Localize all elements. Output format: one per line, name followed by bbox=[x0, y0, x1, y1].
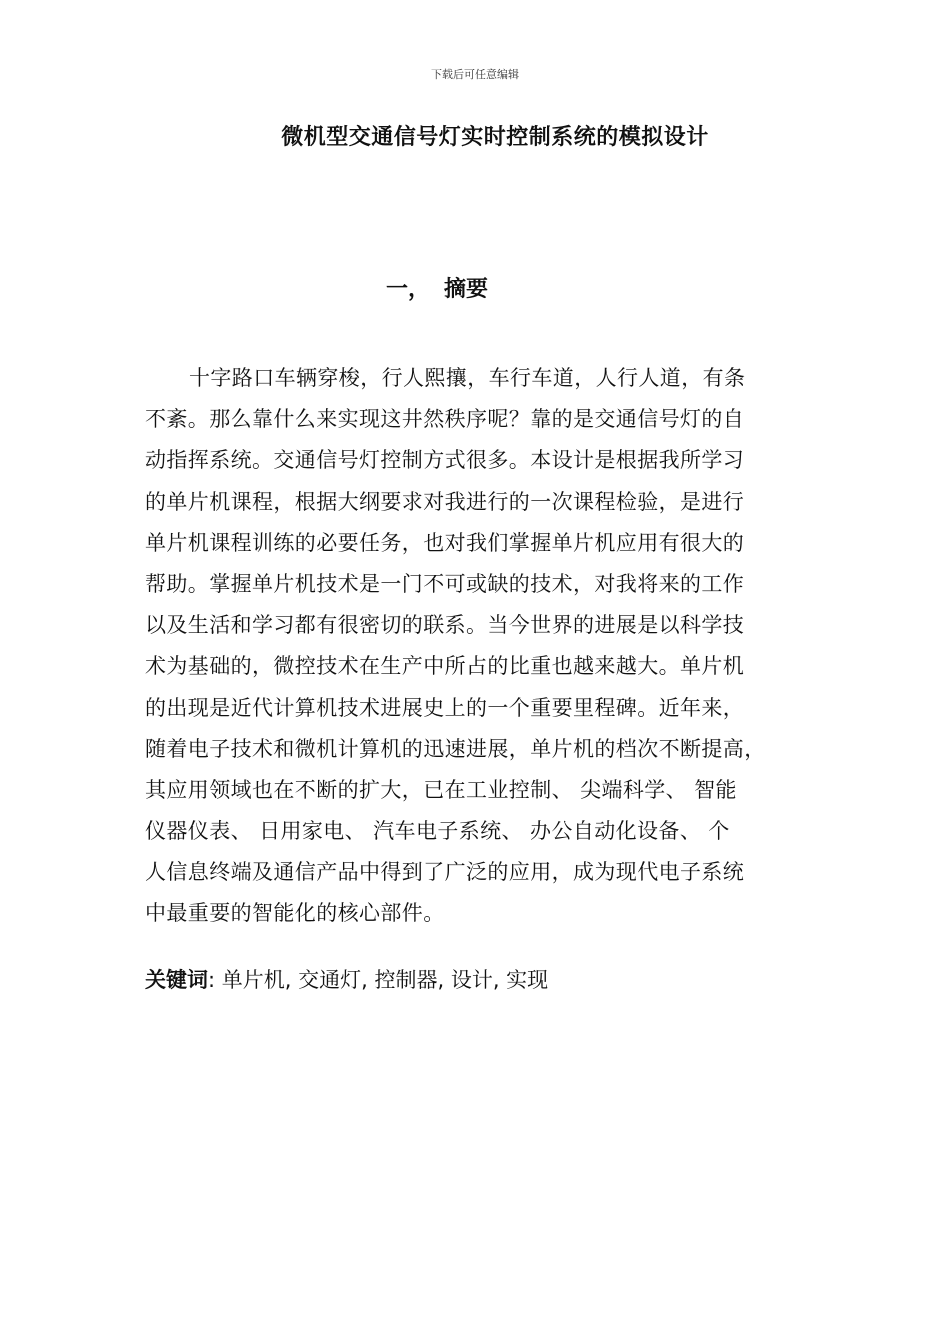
abstract-line: 中最重要的智能化的核心部件。 bbox=[145, 901, 445, 926]
abstract-paragraph bbox=[145, 358, 796, 935]
abstract-line: 的单片机课程，根据大纲要求对我进行的一次课程检验，是进行 bbox=[145, 489, 745, 514]
abstract-line: 不紊。那么靠什么来实现这井然秩序呢？靠的是交通信号灯的自 bbox=[145, 407, 745, 432]
abstract-line: 单片机课程训练的必要任务，也对我们掌握单片机应用有很大的 bbox=[145, 530, 745, 555]
page-header: 下载后可任意编辑 bbox=[431, 68, 519, 81]
keywords-line bbox=[145, 962, 548, 998]
keywords-separator: : bbox=[208, 968, 216, 992]
abstract-line: 其应用领域也在不断的扩大，已在工业控制、 尖端科学、 智能 bbox=[145, 777, 737, 802]
abstract-line: 的出现是近代计算机技术进展史上的一个重要里程碑。近年来， bbox=[145, 695, 745, 720]
section-number: 一， bbox=[386, 277, 431, 302]
section-title: 摘要 bbox=[444, 277, 489, 302]
keywords-value: 单片机, 交通灯, 控制器, 设计, 实现 bbox=[221, 968, 549, 992]
abstract-line: 帮助。掌握单片机技术是一门不可或缺的技术，对我将来的工作 bbox=[145, 571, 745, 596]
abstract-line: 随着电子技术和微机计算机的迅速进展，单片机的档次不断提高， bbox=[145, 736, 766, 761]
abstract-line: 术为基础的，微控技术在生产中所占的比重也越来越大。单片机 bbox=[145, 654, 745, 679]
keywords-label: 关键词 bbox=[145, 968, 208, 992]
abstract-line: 人信息终端及通信产品中得到了广泛的应用，成为现代电子系统 bbox=[145, 860, 745, 885]
abstract-line: 仪器仪表、 日用家电、 汽车电子系统、 办公自动化设备、 个 bbox=[145, 819, 730, 844]
abstract-line: 以及生活和学习都有很密切的联系。当今世界的进展是以科学技 bbox=[145, 613, 745, 638]
section-heading bbox=[386, 272, 488, 303]
abstract-line: 动指挥系统。交通信号灯控制方式很多。本设计是根据我所学习 bbox=[145, 448, 745, 473]
abstract-line: 十字路口车辆穿梭，行人熙攘，车行车道，人行人道，有条 bbox=[189, 366, 746, 390]
document-title: 微机型交通信号灯实时控制系统的模拟设计 bbox=[281, 125, 709, 150]
